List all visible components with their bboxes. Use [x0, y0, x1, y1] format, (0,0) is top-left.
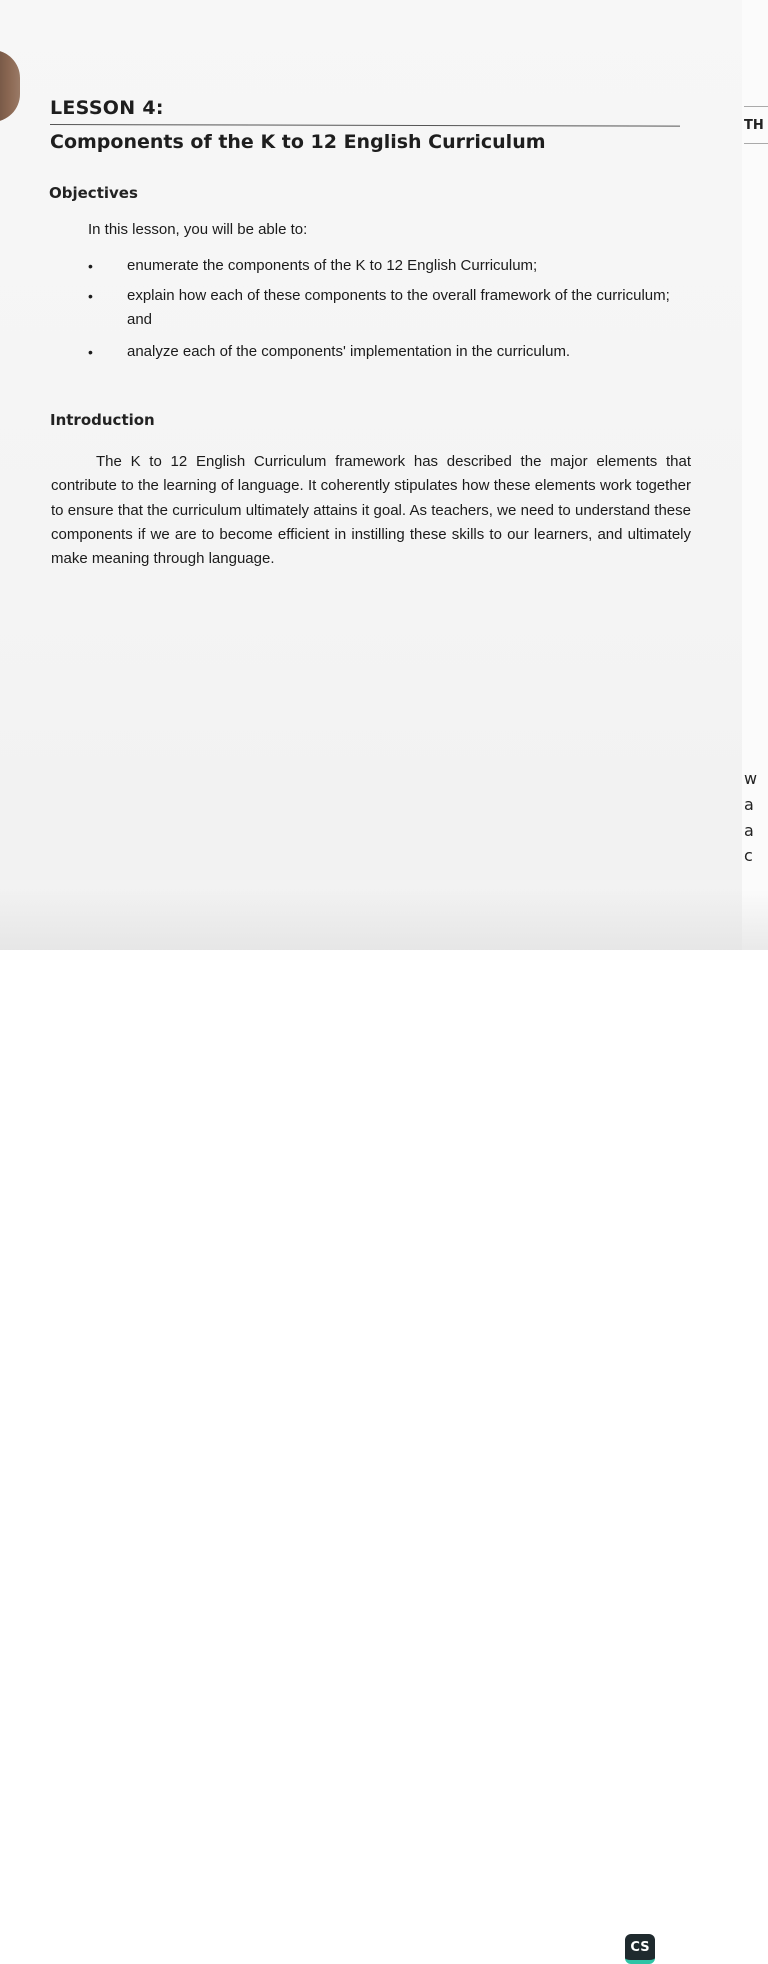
introduction-paragraph: The K to 12 English Curriculum framework has described the major elements that contribute to the learning of language. It coherently stipulates how these elements work together to ensure that the curriculum ultimately attains it goal. As teachers, we need to understand these components if we are to become efficient in instilling these skills to our learners, and ultimately make meaning through language.: [51, 453, 691, 568]
document-page: [0, 0, 700, 950]
adjacent-page-letter: a: [744, 795, 754, 814]
objectives-list: [88, 254, 698, 370]
objective-text: enumerate the components of the K to 12 English Curriculum;: [127, 257, 538, 274]
objective-item: [88, 254, 698, 278]
introduction-heading: Introduction: [50, 411, 155, 429]
objective-text: analyze each of the components' implementation in the curriculum.: [127, 343, 571, 360]
title-rule: [50, 124, 680, 127]
objective-item: [88, 284, 698, 332]
adjacent-page-rule: [744, 106, 768, 107]
bullet-icon: •: [88, 258, 93, 274]
objectives-heading: Objectives: [49, 184, 138, 202]
adjacent-page-header: TH: [744, 118, 764, 133]
adjacent-page-letter: c: [744, 846, 753, 865]
adjacent-page-letter: a: [744, 821, 754, 840]
objective-item: [88, 340, 698, 364]
objectives-intro: In this lesson, you will be able to:: [88, 221, 308, 238]
photo-background: [0, 0, 768, 950]
bullet-icon: •: [88, 288, 93, 304]
bullet-icon: •: [88, 344, 93, 360]
objective-text: explain how each of these components to the overall framework of the curriculum; and: [127, 287, 670, 328]
adjacent-page-letter: w: [744, 769, 758, 788]
camscanner-logo-icon: CS: [625, 1934, 655, 1964]
bottom-bar: [0, 950, 768, 1955]
lesson-label: LESSON 4:: [50, 97, 164, 119]
photo-bottom-blur: [0, 890, 768, 950]
lesson-title: Components of the K to 12 English Curriculum: [50, 131, 546, 153]
adjacent-page-rule: [744, 143, 768, 144]
